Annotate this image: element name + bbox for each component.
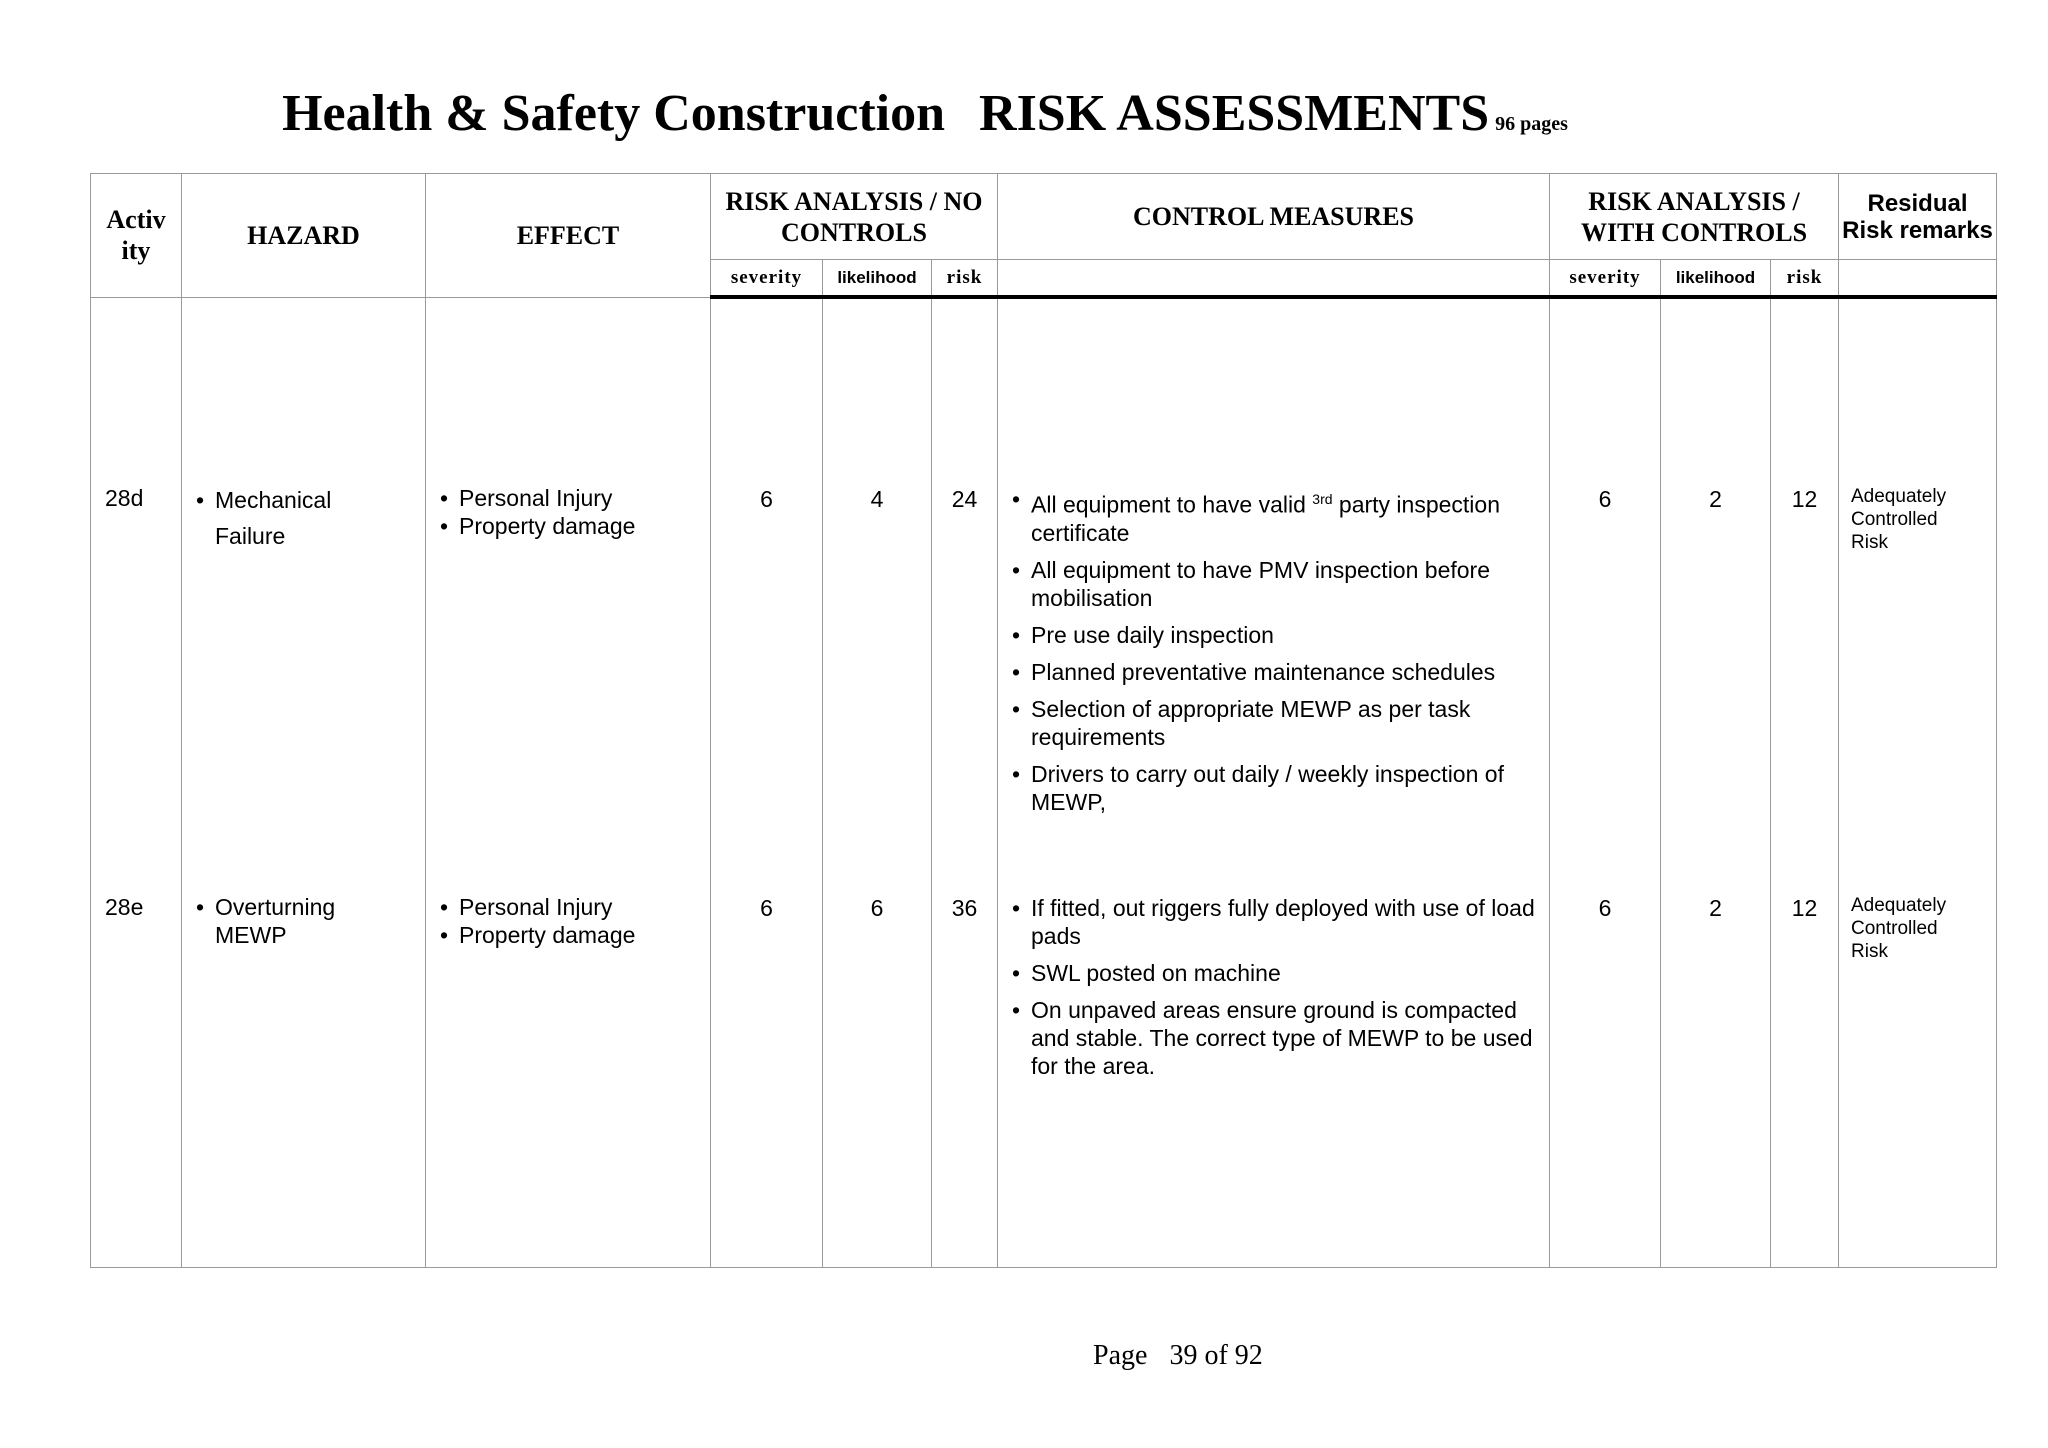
header-hazard: HAZARD: [182, 174, 426, 298]
header-effect: EFFECT: [426, 174, 711, 298]
page-footer: [1093, 1340, 1263, 1372]
effect-item: • Personal Injury: [440, 893, 700, 921]
pre-likelihood-cell: [823, 297, 932, 1268]
subheader-severity: severity: [711, 260, 823, 298]
control-measure-item: • SWL posted on machine: [1012, 959, 1539, 987]
page-label: Page: [1093, 1340, 1148, 1371]
table-row: [91, 297, 1997, 1268]
title-page-count: 96 pages: [1495, 113, 1568, 135]
risk-assessment-table: [90, 173, 1997, 1268]
document-title: [0, 84, 1850, 143]
pre-risk-value: 24: [951, 486, 978, 512]
post-severity-value: 6: [1598, 486, 1612, 512]
header-risk-with-controls: RISK ANALYSIS / WITH CONTROLS: [1550, 174, 1839, 260]
title-risk-assessments: RISK ASSESSMENTS: [979, 85, 1490, 142]
control-measure-item: • If fitted, out riggers fully deployed with use of load pads: [1012, 894, 1539, 950]
post-risk-value: 12: [1791, 486, 1818, 512]
effect-cell: [426, 297, 711, 1268]
subheader-likelihood: likelihood: [823, 260, 932, 298]
control-measure-item: • Pre use daily inspection: [1012, 621, 1539, 649]
subheader-residual-blank: [1839, 260, 1997, 298]
pre-severity-value: 6: [760, 895, 773, 921]
header-residual-risk: Residual Risk remarks: [1839, 174, 1997, 260]
pre-likelihood-value: 6: [870, 895, 884, 921]
pre-likelihood-value: 4: [870, 486, 884, 512]
activity-id: 28e: [105, 893, 144, 920]
subheader-severity: severity: [1550, 260, 1661, 298]
remarks-cell: [1839, 297, 1997, 1268]
control-measure-item: • All equipment to have PMV inspection before mobilisation: [1012, 556, 1539, 612]
control-measures-cell: [998, 297, 1550, 1268]
pre-risk-cell: [932, 297, 998, 1268]
post-severity-cell: [1550, 297, 1661, 1268]
hazard-item: • Mechanical Failure: [196, 482, 415, 554]
remarks-text: Adequately Controlled Risk: [1851, 895, 1947, 962]
subheader-risk: risk: [1771, 260, 1839, 298]
hazard-item: • Overturning MEWP: [196, 893, 415, 949]
control-measure-item: • Planned preventative maintenance schedules: [1012, 658, 1539, 686]
header-risk-no-controls: RISK ANALYSIS / NO CONTROLS: [711, 174, 998, 260]
pre-risk-value: 36: [951, 895, 978, 921]
activity-id: 28d: [105, 484, 144, 511]
control-measure-item: • All equipment to have valid $^{3rd}$ party inspection certificate: [1012, 485, 1539, 547]
hazard-cell: [182, 297, 426, 1268]
pre-severity-value: 6: [760, 486, 773, 512]
control-measure-item: • Drivers to carry out daily / weekly inspection of MEWP,: [1012, 760, 1539, 816]
header-activity: Activ ity: [91, 174, 182, 298]
title-main: Health & Safety Construction: [282, 85, 946, 142]
effect-item: • Property damage: [440, 921, 700, 949]
post-risk-cell: [1771, 297, 1839, 1268]
control-measure-item: • Selection of appropriate MEWP as per task requirements: [1012, 695, 1539, 751]
control-measure-item: • On unpaved areas ensure ground is compacted and stable. The correct type of MEWP to be used for the area.: [1012, 996, 1539, 1080]
activity-cell: [91, 297, 182, 1268]
page-number: 39 of 92: [1169, 1340, 1263, 1371]
effect-item: • Property damage: [440, 512, 700, 540]
subheader-risk: risk: [932, 260, 998, 298]
header-control-measures: CONTROL MEASURES: [998, 174, 1550, 260]
subheader-control-blank: [998, 260, 1550, 298]
post-risk-value: 12: [1791, 895, 1818, 921]
subheader-likelihood: likelihood: [1661, 260, 1771, 298]
post-likelihood-value: 2: [1709, 486, 1722, 512]
effect-item: • Personal Injury: [440, 484, 700, 512]
post-likelihood-value: 2: [1709, 895, 1722, 921]
pre-severity-cell: [711, 297, 823, 1268]
post-severity-value: 6: [1598, 895, 1612, 921]
post-likelihood-cell: [1661, 297, 1771, 1268]
remarks-text: Adequately Controlled Risk: [1851, 486, 1947, 553]
